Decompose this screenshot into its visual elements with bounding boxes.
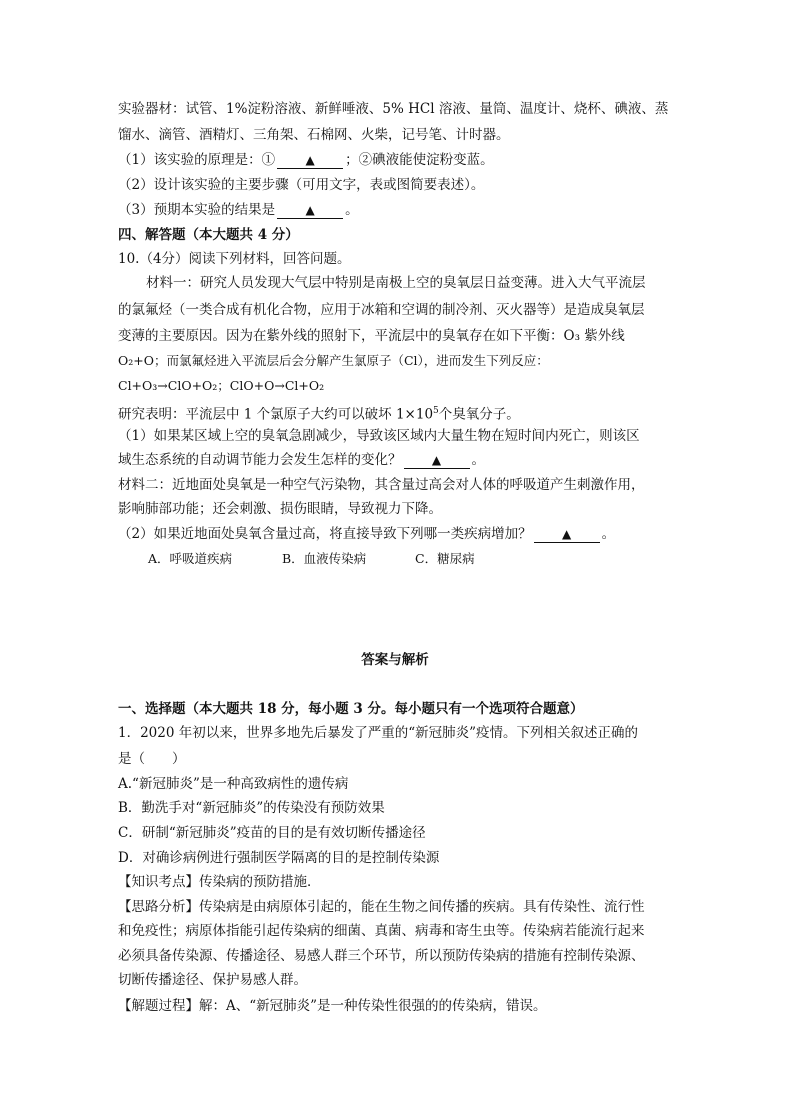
materials-line-2: 馏水、滴管、酒精灯、三角架、石棉网、火柴，记号笔、计时器。 [118,127,510,143]
research-result [118,402,520,424]
research-text-b: 个臭氧分子。 [438,406,520,423]
material-2-line-2: 影响肺部功能；还会刺激、损伤眼睛，导致视力下降。 [118,501,442,517]
triangle-marker: ▲ [305,203,315,217]
analysis-line-4: 切断传播途径、保护易感人群。 [118,972,307,988]
analysis-line-3: 必须具备传染源、传播途径、易感人群三个环节，所以预防传染病的措施有控制传染源、 [118,948,645,964]
material-1-line-2: 的氯氟烃（一类合成有机化合物，应用于冰箱和空调的制冷剂、灭火器等）是造成臭氧层 [118,302,645,318]
part-1-text: 域生态系统的自动调节能力会发生怎样的变化？ [118,452,402,468]
material-1-line-4: O₂+O；而氯氟烃进入平流层后会分解产生氯原子（Cl），进而发生下列反应： [118,353,549,368]
triangle-marker: ▲ [561,527,572,541]
question-1-line-1: 1．2020 年初以来，世界多地先后暴发了严重的“新冠肺炎”疫情。下列相关叙述正确的 [118,725,639,741]
question-1-line-2: 是（ ） [118,751,186,767]
part-2-question [118,525,615,543]
option-b: B．血液传染病 [282,551,367,566]
knowledge-point: 【知识考点】传染病的预防措施． [118,874,321,890]
answer-blank[interactable] [404,453,470,469]
part-1-line-1: （1）如果某区域上空的臭氧急剧减少，导致该区域内大量生物在短时间内死亡，则该区 [118,428,640,444]
options-row [148,550,475,568]
question-3-result [118,201,359,219]
exponent: 5 [433,406,439,416]
question-3-text-a: （3）预期本实验的结果是 [118,202,276,218]
answer-blank[interactable] [534,527,600,543]
choice-b: B．勤洗手对“新冠肺炎”的传染没有预防效果 [118,800,385,816]
material-1-line-1: 材料一：研究人员发现大气层中特别是南极上空的臭氧层日益变薄。进入大气平流层 [146,275,646,291]
reaction-equation: Cl+O₃→ClO+O₂；ClO+O→Cl+O₂ [118,378,325,393]
solution-process: 【解题过程】解：A、“新冠肺炎”是一种传染性很强的的传染病，错误。 [118,998,547,1014]
answer-blank[interactable] [277,203,343,219]
part-1-line-2 [118,451,485,469]
choice-c: C．研制“新冠肺炎”疫苗的目的是有效切断传播途径 [118,825,426,841]
question-3-text-b: 。 [345,202,359,218]
research-text-a: 研究表明：平流层中 1 个氯原子大约可以破坏 1×10 [118,406,434,423]
question-1-text-a: （1）该实验的原理是：① [118,152,276,168]
triangle-marker: ▲ [305,153,315,167]
question-10-intro: 10.（4分）阅读下列材料，回答问题。 [118,251,351,267]
question-1-text-b: ；②碘液能使淀粉变蓝。 [345,152,494,168]
section-1-heading: 一、选择题（本大题共 18 分，每小题 3 分。每小题只有一个选项符合题意） [118,701,584,717]
material-1-line-3: 变薄的主要原因。因为在紫外线的照射下，平流层中的臭氧存在如下平衡：O₃ 紫外线 [118,328,625,344]
option-a: A．呼吸道疾病 [148,551,233,566]
answer-blank[interactable] [277,153,343,169]
part-1-period: 。 [471,452,485,468]
question-1-principle [118,151,494,169]
choice-d: D．对确诊病例进行强制医学隔离的目的是控制传染源 [118,850,440,866]
materials-line-1: 实验器材：试管、1%淀粉溶液、新鲜唾液、5% HCl 溶液、量筒、温度计、烧杯、碘液、蒸 [118,101,669,117]
option-c: C．糖尿病 [415,551,475,566]
part-2-period: 。 [601,526,616,542]
choice-a: A.“新冠肺炎”是一种高致病性的遗传病 [118,776,349,792]
material-2-line-1: 材料二：近地面处臭氧是一种空气污染物，其含量过高会对人体的呼吸道产生刺激作用， [118,477,645,493]
analysis-line-1: 【思路分析】传染病是由病原体引起的，能在生物之间传播的疾病。具有传染性、流行性 [118,899,645,915]
answers-title: 答案与解析 [361,652,429,668]
question-2-steps: （2）设计该实验的主要步骤（可用文字，表或图简要表述）。 [118,177,485,193]
triangle-marker: ▲ [431,453,442,467]
analysis-line-2: 和免疫性；病原体指能引起传染病的细菌、真菌、病毒和寄生虫等。传染病若能流行起来 [118,923,645,939]
part-2-text: （2）如果近地面处臭氧含量过高，将直接导致下列哪一类疾病增加？ [118,526,532,542]
section-4-heading: 四、解答题（本大题共 4 分） [118,227,299,243]
